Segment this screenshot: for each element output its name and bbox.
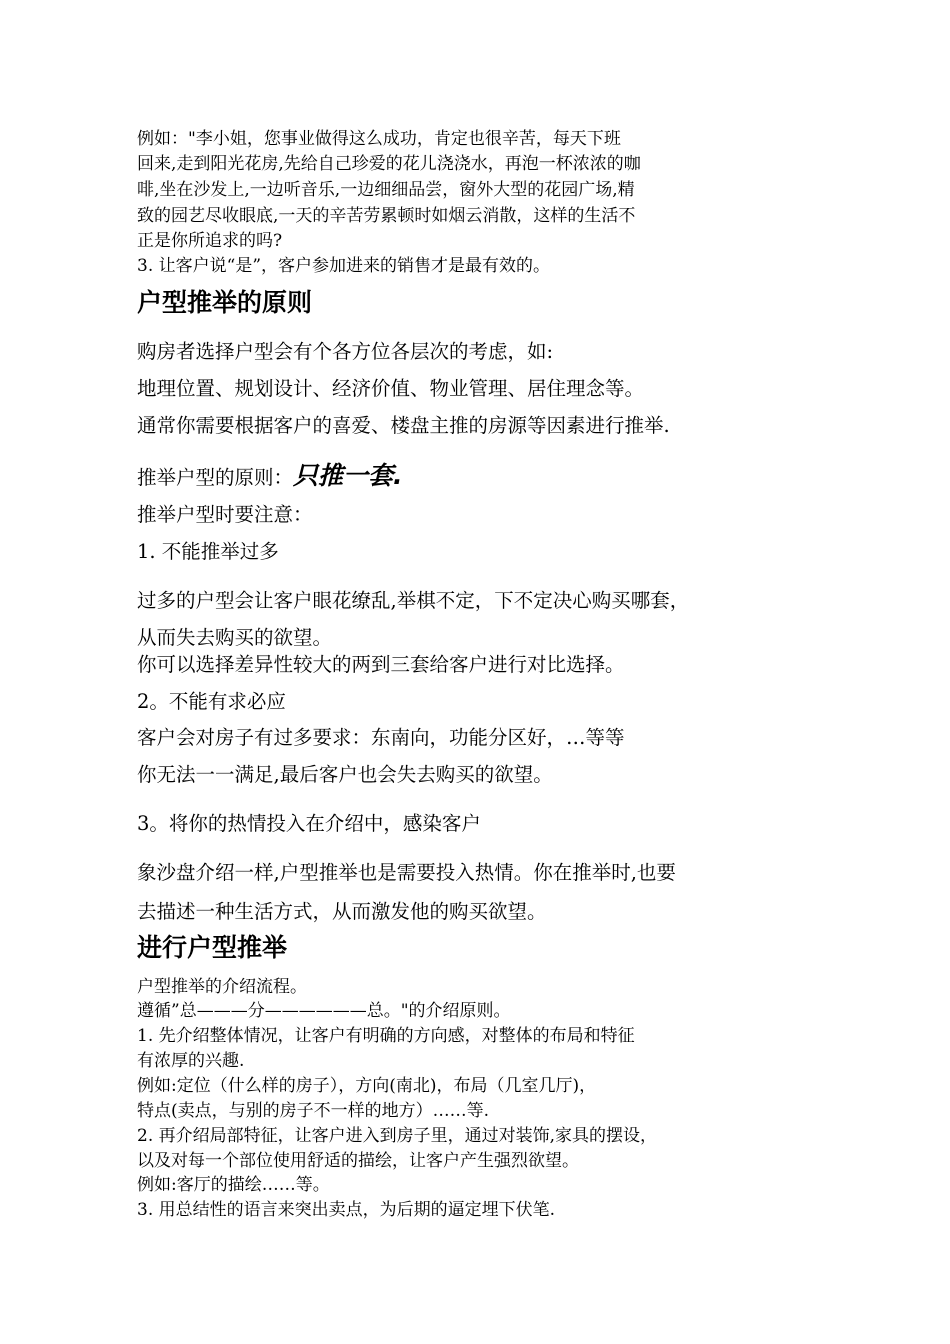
item-2-title: 2。不能有求必应: [137, 690, 286, 713]
process-line-5: 例如:定位（什么样的房子），方向(南北)，布局（几室几厅)，: [137, 1076, 597, 1096]
item-1-line-3: 你可以选择差异性较大的两到三套给客户进行对比选择。: [137, 653, 625, 676]
intro-line-1: 例如："李小姐，您事业做得这么成功，肯定也很辛苦，每天下班: [137, 129, 621, 149]
process-line-4: 有浓厚的兴趣.: [137, 1051, 245, 1071]
intro-line-2: 回来,走到阳光花房,先给自己珍爱的花儿浇浇水，再泡一杯浓浓的咖: [137, 154, 641, 174]
principle-label: 推举户型的原则：: [137, 466, 294, 489]
item-2-line-1: 客户会对房子有过多要求：东南向，功能分区好，…等等: [137, 726, 625, 749]
item-2-line-2: 你无法一一满足,最后客户也会失去购买的欲望。: [137, 763, 553, 786]
intro-line-4: 致的园艺尽收眼底,一天的辛苦劳累顿时如烟云消散，这样的生活不: [137, 206, 636, 226]
section-heading-recommend: 进行户型推举: [137, 933, 288, 962]
process-line-1: 户型推举的介绍流程。: [137, 977, 307, 997]
process-line-7: 2. 再介绍局部特征，让客户进入到房子里，通过对装饰,家具的摆设，: [137, 1126, 658, 1146]
item-1-line-2: 从而失去购买的欲望。: [137, 626, 333, 649]
principles-para-2: 地理位置、规划设计、经济价值、物业管理、居住理念等。: [137, 377, 645, 400]
section-heading-principles: 户型推举的原则: [137, 288, 313, 317]
principles-para-1: 购房者选择户型会有个各方位各层次的考虑，如:: [137, 340, 554, 363]
process-line-6: 特点(卖点，与别的房子不一样的地方）……等.: [137, 1101, 490, 1121]
item-3-line-1: 象沙盘介绍一样,户型推举也是需要投入热情。你在推举时,也要: [137, 861, 676, 884]
process-line-9: 例如:客厅的描绘……等。: [137, 1175, 330, 1195]
process-line-3: 1. 先介绍整体情况，让客户有明确的方向感，对整体的布局和特征: [137, 1026, 635, 1046]
item-1-line-1: 过多的户型会让客户眼花缭乱,举棋不定，下不定决心购买哪套，: [137, 589, 690, 612]
item-3-title: 3。将你的热情投入在介绍中，感染客户: [137, 812, 481, 835]
principle-value: 只推一套.: [293, 461, 403, 490]
item-3-line-2: 去描述一种生活方式，从而激发他的购买欲望。: [137, 900, 547, 923]
process-line-2: 遵循”总———分——————总。"的介绍原则。: [137, 1001, 511, 1021]
intro-line-5: 正是你所追求的吗?: [137, 231, 283, 251]
item-1-title: 1. 不能推举过多: [137, 540, 279, 563]
principles-para-3: 通常你需要根据客户的喜爱、楼盘主推的房源等因素进行推举.: [137, 414, 670, 437]
principle-statement: [137, 456, 403, 492]
attention-line: 推举户型时要注意：: [137, 503, 313, 526]
intro-line-3: 啡,坐在沙发上,一边听音乐,一边细细品尝，窗外大型的花园广场,精: [137, 180, 635, 200]
process-line-10: 3. 用总结性的语言来突出卖点，为后期的逼定埋下伏笔.: [137, 1200, 556, 1220]
process-line-8: 以及对每一个部位使用舒适的描绘，让客户产生强烈欲望。: [137, 1151, 579, 1171]
intro-line-6: 3. 让客户说“是”，客户参加进来的销售才是最有效的。: [137, 256, 551, 276]
